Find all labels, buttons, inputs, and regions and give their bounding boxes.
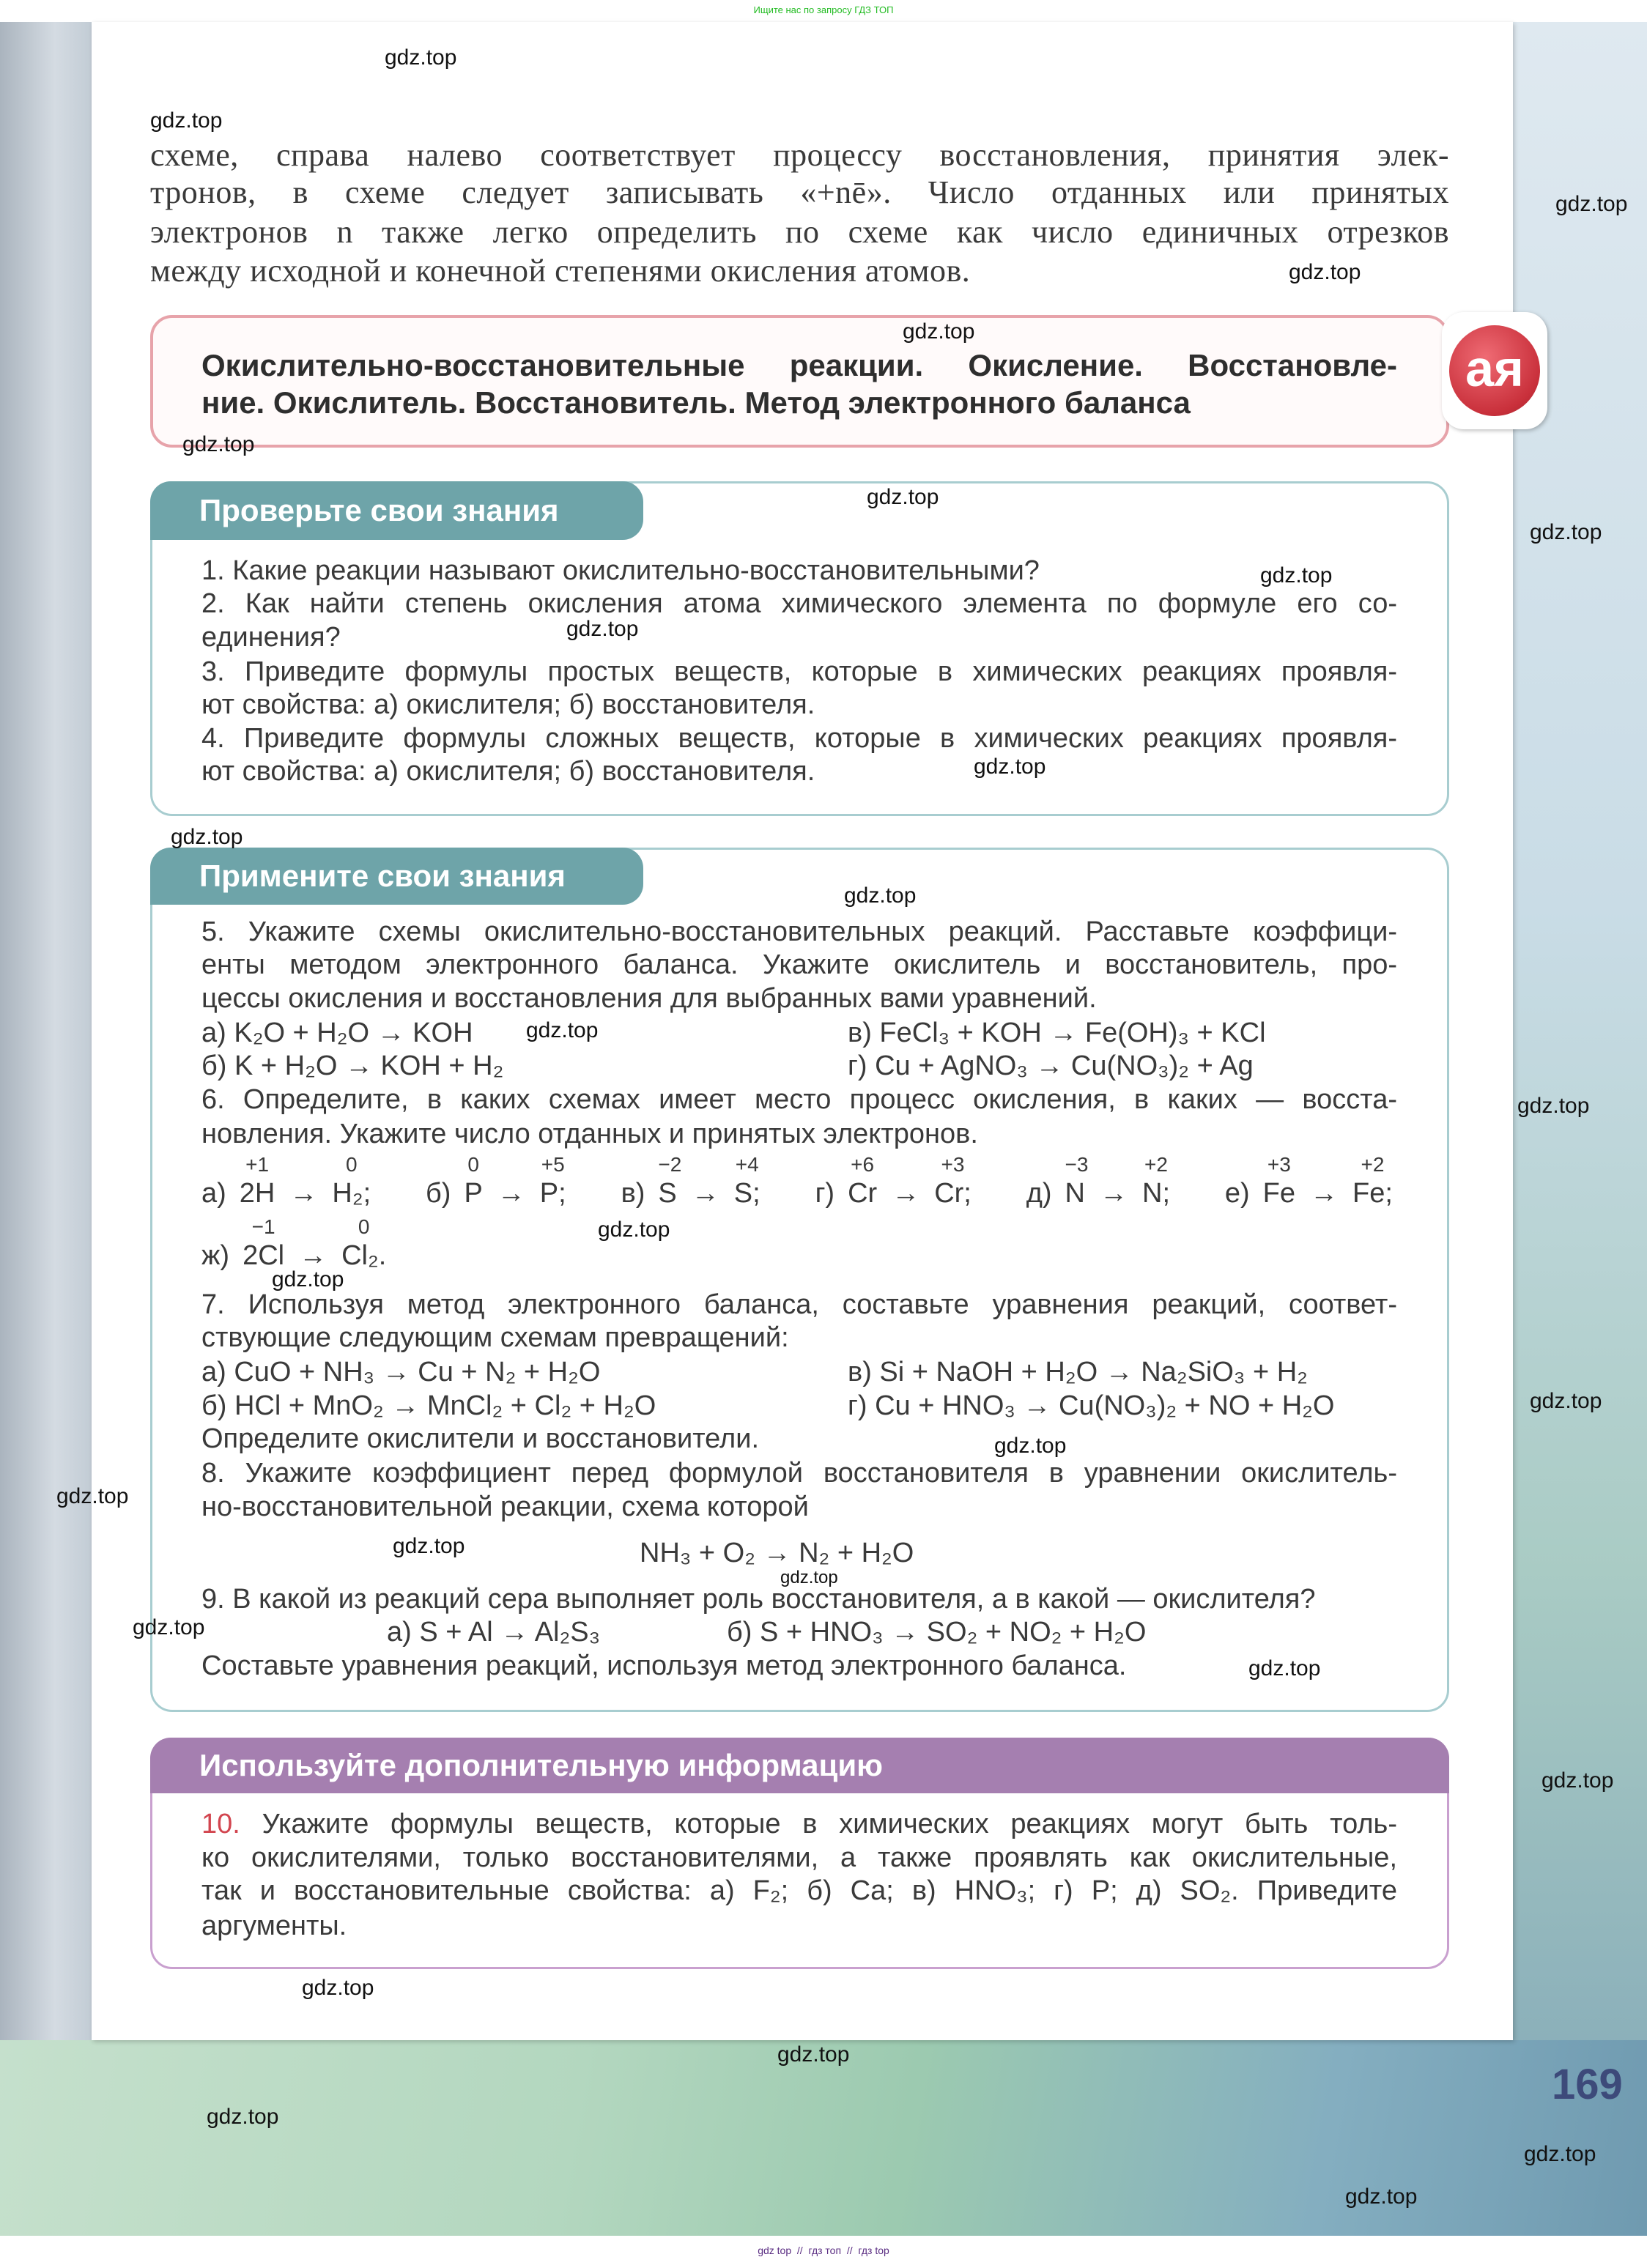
species-from: Cr +6 [848, 1153, 878, 1209]
gdz-watermark: gdz.top [1530, 520, 1602, 544]
arrow-icon: → [1100, 1178, 1128, 1209]
gdz-watermark: gdz.top [1530, 1389, 1602, 1413]
book-spine-shadow [0, 22, 92, 2236]
oxidation-state: +3 [1267, 1153, 1291, 1176]
oxidation-state: +1 [245, 1153, 270, 1176]
oxidation-state: +6 [851, 1153, 875, 1176]
extra-info-header: Используйте дополнительную информацию [150, 1738, 1449, 1793]
scheme-label: а) [201, 1178, 226, 1209]
species-to: H₂; 0 [332, 1153, 371, 1209]
species-to: N; +2 [1142, 1153, 1170, 1209]
equation: а) CuO + NH₃ → Cu + N₂ + H₂O [201, 1357, 601, 1387]
question-line: ствующие следующим схемам превращений: [201, 1322, 789, 1353]
scheme-label: е) [1224, 1178, 1250, 1209]
gdz-watermark: gdz.top [867, 485, 939, 509]
gdz-watermark: gdz.top [780, 1568, 838, 1587]
topic-title-line: Окислительно-восстановительные реакции. Окисление. Восстановле- [201, 348, 1397, 382]
species-to: Cl₂. 0 [341, 1215, 387, 1271]
oxidation-schemes-row [201, 1153, 1397, 1210]
gdz-watermark: gdz.top [150, 108, 223, 133]
question-line: новления. Укажите число отданных и принятых электронов. [201, 1119, 978, 1149]
oxidation-state: +2 [1361, 1153, 1385, 1176]
equation: а) K₂O + H₂O → KOH [201, 1018, 473, 1048]
question-line: 2. Как найти степень окисления атома химического элемента по формуле его со- [201, 588, 1397, 619]
gdz-watermark: gdz.top [1248, 1656, 1321, 1680]
question-line: но-восстановительной реакции, схема которой [201, 1491, 809, 1522]
oxidation-state: +5 [541, 1153, 565, 1176]
gdz-watermark: gdz.top [182, 432, 255, 456]
oxidation-scheme [201, 1153, 375, 1210]
intro-line: схеме, справа налево соответствует процессу восстановления, принятия элек- [150, 137, 1449, 173]
oxidation-state: −1 [251, 1215, 275, 1238]
arrow-icon: → [1310, 1178, 1339, 1209]
gdz-watermark: gdz.top [777, 2042, 850, 2067]
gdz-watermark: gdz.top [1555, 192, 1628, 216]
question-line: ют свойства: а) окислителя; б) восстановителя. [201, 689, 815, 720]
oxidation-state: 0 [358, 1215, 370, 1238]
question-line: енты методом электронного баланса. Укажите окислитель и восстановитель, про- [201, 949, 1397, 980]
gdz-watermark: gdz.top [1517, 1094, 1590, 1118]
gdz-watermark: gdz.top [385, 45, 457, 70]
species-to: S; +4 [733, 1153, 760, 1209]
scheme-label: б) [426, 1178, 451, 1209]
equation: г) Cu + AgNO₃ → Cu(NO₃)₂ + Ag [848, 1050, 1254, 1081]
question-line: аргументы. [201, 1911, 347, 1941]
species-from: 2H +1 [239, 1153, 275, 1209]
equation: г) Cu + HNO₃ → Cu(NO₃)₂ + NO + H₂O [848, 1390, 1335, 1421]
oxidation-state: 0 [345, 1153, 358, 1176]
equation: б) HCl + MnO₂ → MnCl₂ + Cl₂ + H₂O [201, 1390, 656, 1421]
species-from: P 0 [464, 1153, 483, 1209]
species-to: Cr; +3 [934, 1153, 971, 1209]
species-to: P; +5 [539, 1153, 566, 1209]
question-line: единения? [201, 622, 341, 653]
oxidation-state: +4 [735, 1153, 759, 1176]
equation: в) FeCl₃ + KOH → Fe(OH)₃ + KCl [848, 1018, 1266, 1048]
gdz-watermark: gdz.top [1524, 2142, 1596, 2166]
question-line: ют свойства: а) окислителя; б) восстановителя. [201, 756, 815, 787]
question-line: 1. Какие реакции называют окислительно-восстановительными? [201, 555, 1040, 586]
oxidation-state: +3 [941, 1153, 965, 1176]
question-text: Укажите формулы веществ, которые в химических реакциях могут быть толь- [240, 1809, 1397, 1839]
scheme-label: г) [815, 1178, 835, 1209]
footer-text: gdz top // гдз топ // гдз top [758, 2245, 889, 2256]
oxidation-scheme [621, 1153, 765, 1210]
top-banner: Ищите нас по запросу ГДЗ ТОП [753, 4, 894, 15]
gdz-watermark: gdz.top [526, 1018, 599, 1042]
gdz-watermark: gdz.top [171, 825, 243, 849]
scheme-label: д) [1026, 1178, 1052, 1209]
question-line: 4. Приведите формулы сложных веществ, которые в химических реакциях проявля- [201, 723, 1397, 754]
gdz-watermark: gdz.top [844, 883, 917, 908]
oxidation-scheme [1224, 1153, 1397, 1210]
gdz-watermark: gdz.top [1289, 260, 1361, 284]
species-to: Fe; +2 [1352, 1153, 1393, 1209]
question-line: так и восстановительные свойства: а) F₂; б) Ca; в) HNO₃; г) P; д) SO₂. Приведите [201, 1875, 1397, 1906]
question-line: Определите окислители и восстановители. [201, 1423, 760, 1454]
equation: NH₃ + O₂ → N₂ + H₂O [640, 1538, 914, 1568]
equation: б) S + HNO₃ → SO₂ + NO₂ + H₂O [727, 1617, 1147, 1648]
oxidation-state: −3 [1065, 1153, 1089, 1176]
intro-line: электронов n также легко определить по схеме как число единичных отрезков [150, 214, 1449, 250]
gdz-watermark: gdz.top [994, 1434, 1067, 1458]
arrow-icon: → [892, 1178, 920, 1209]
intro-line: тронов, в схеме следует записывать «+nē». Число отданных или принятых [150, 174, 1449, 210]
gdz-watermark: gdz.top [302, 1976, 374, 2000]
oxidation-state: 0 [467, 1153, 479, 1176]
equation: в) Si + NaOH + H₂O → Na₂SiO₃ + H₂ [848, 1357, 1308, 1387]
scheme-label: ж) [201, 1240, 230, 1271]
oxidation-state: −2 [658, 1153, 682, 1176]
gdz-watermark: gdz.top [903, 319, 975, 344]
gdz-watermark: gdz.top [1345, 2184, 1418, 2209]
oxidation-scheme [426, 1153, 571, 1210]
gdz-watermark: gdz.top [133, 1615, 205, 1639]
question-line [201, 1807, 1397, 1841]
species-from: Fe +3 [1262, 1153, 1296, 1209]
gdz-watermark: gdz.top [974, 755, 1046, 779]
species-from: S −2 [658, 1153, 682, 1209]
equation: а) S + Al → Al₂S₃ [387, 1617, 601, 1648]
oxidation-scheme [1026, 1153, 1174, 1210]
topic-title-line: ние. Окислитель. Восстановитель. Метод электронного баланса [201, 385, 1191, 420]
glossary-badge-icon: ая [1449, 325, 1540, 416]
species-from: 2Cl −1 [243, 1215, 285, 1271]
gdz-watermark: gdz.top [1260, 563, 1333, 588]
gdz-watermark: gdz.top [566, 617, 639, 641]
question-line: 8. Укажите коэффициент перед формулой восстановителя в уравнении окислитель- [201, 1458, 1397, 1489]
question-line: 6. Определите, в каких схемах имеет место процесс окисления, в каких — восста- [201, 1084, 1397, 1115]
equation: б) K + H₂O → KOH + H₂ [201, 1050, 504, 1081]
question-number: 10. [201, 1809, 240, 1839]
question-line: ко окислителями, только восстановителями, а также проявлять как окислительные, [201, 1842, 1397, 1873]
oxidation-scheme [815, 1153, 976, 1210]
gdz-watermark: gdz.top [598, 1218, 670, 1242]
oxidation-state: +2 [1144, 1153, 1168, 1176]
gdz-watermark: gdz.top [1541, 1768, 1614, 1793]
question-line: 3. Приведите формулы простых веществ, которые в химических реакциях проявля- [201, 656, 1397, 687]
scheme-label: в) [621, 1178, 645, 1209]
page-number: 169 [1552, 2061, 1623, 2108]
species-from: N −3 [1065, 1153, 1089, 1209]
check-knowledge-header: Проверьте свои знания [150, 481, 643, 540]
question-line: 5. Укажите схемы окислительно-восстановительных реакций. Расставьте коэффици- [201, 916, 1397, 947]
arrow-icon: → [289, 1178, 318, 1209]
question-line: цессы окисления и восстановления для выбранных вами уравнений. [201, 983, 1097, 1014]
arrow-icon: → [497, 1178, 525, 1209]
arrow-icon: → [299, 1240, 327, 1271]
gdz-watermark: gdz.top [207, 2105, 279, 2129]
gdz-watermark: gdz.top [56, 1484, 129, 1508]
arrow-icon: → [691, 1178, 719, 1209]
intro-line: между исходной и конечной степенями окисления атомов. [150, 253, 971, 289]
oxidation-scheme [201, 1215, 391, 1271]
question-line: 9. В какой из реакций сера выполняет роль восстановителя, а в какой — окислителя? [201, 1584, 1316, 1615]
gdz-watermark: gdz.top [393, 1534, 465, 1558]
gdz-watermark: gdz.top [272, 1267, 344, 1292]
question-line: Составьте уравнения реакций, используя метод электронного баланса. [201, 1650, 1127, 1681]
question-line: 7. Используя метод электронного баланса, составьте уравнения реакций, соответ- [201, 1289, 1397, 1320]
apply-knowledge-header: Примените свои знания [150, 848, 643, 905]
